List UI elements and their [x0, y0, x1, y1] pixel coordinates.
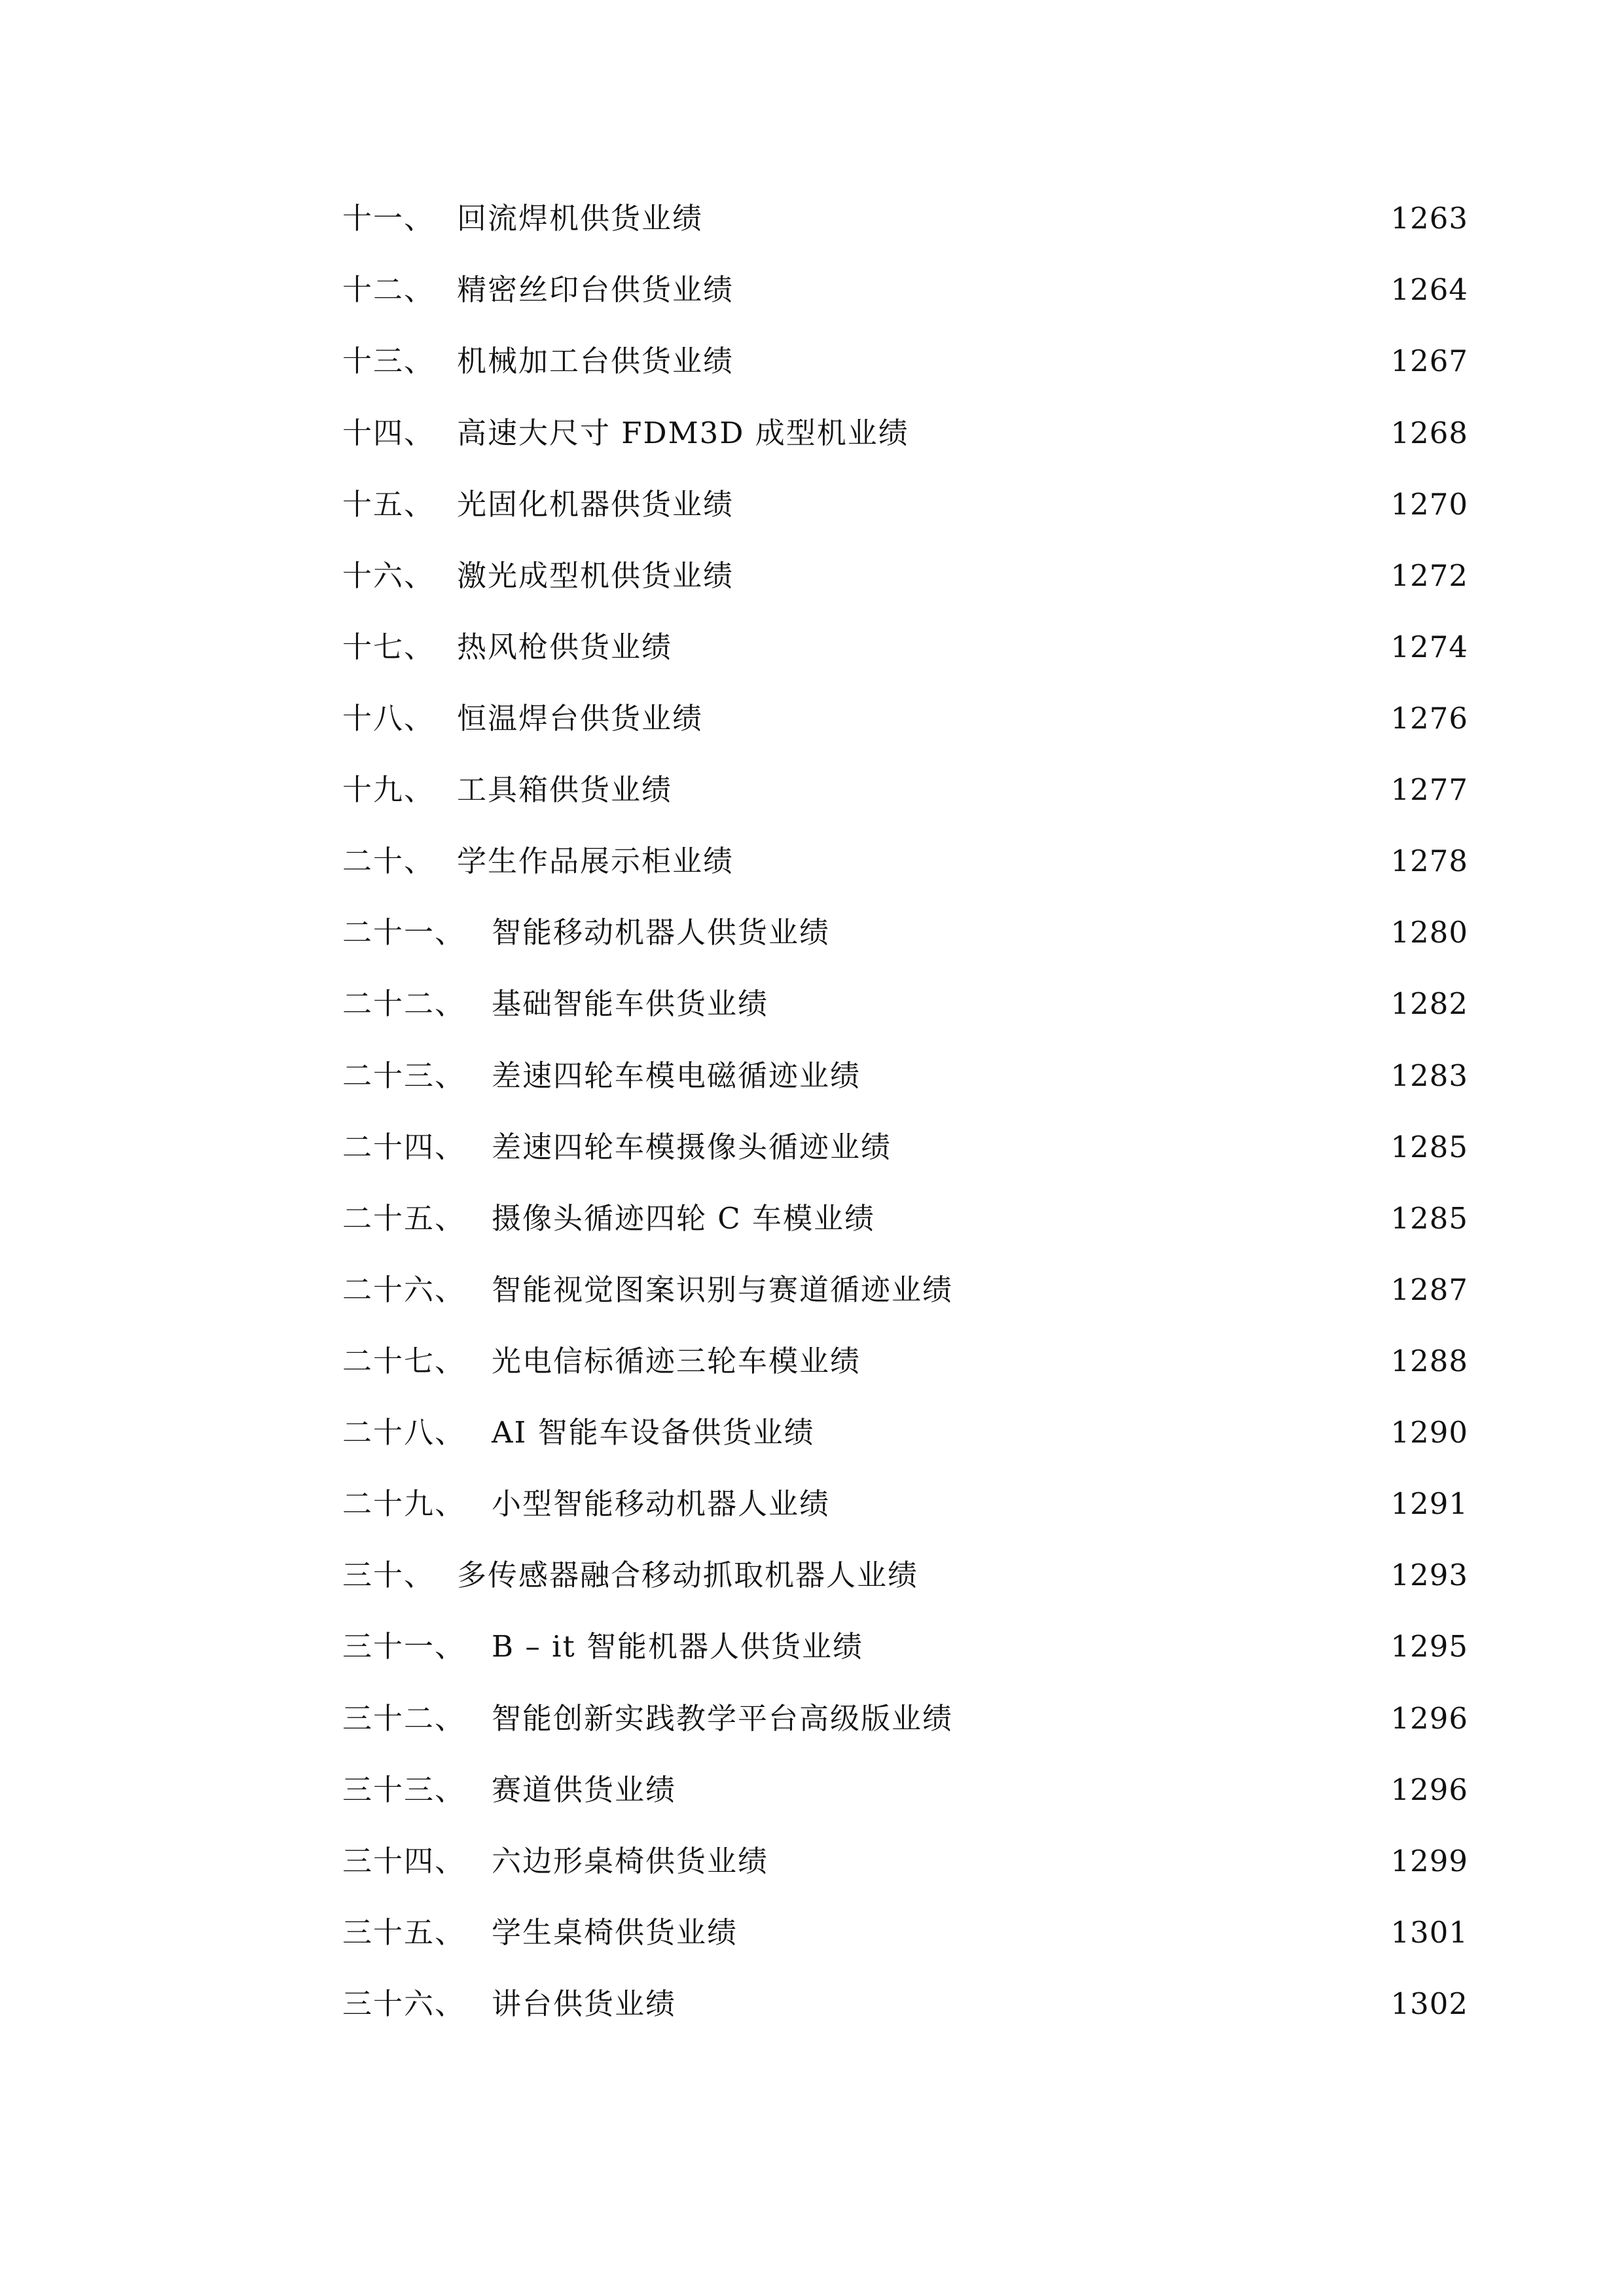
toc-entry[interactable] — [342, 1764, 1468, 1816]
toc-entry-number: 二十二、 — [342, 986, 466, 1021]
dot-leader — [708, 692, 1381, 745]
toc-entry[interactable] — [342, 1264, 1468, 1316]
toc-entry-number: 十四、 — [342, 416, 435, 450]
toc-entry-number: 十五、 — [342, 487, 435, 522]
toc-entry[interactable] — [342, 1907, 1468, 1959]
toc-entry[interactable] — [342, 264, 1468, 316]
dot-leader — [866, 1335, 1381, 1388]
toc-entry-page: 1274 — [1390, 630, 1468, 664]
toc-entry[interactable] — [342, 1693, 1468, 1745]
toc-entry[interactable] — [342, 1407, 1468, 1459]
toc-entry-page: 1276 — [1390, 701, 1468, 736]
toc-entry-page: 1264 — [1390, 272, 1468, 307]
dot-leader — [880, 1193, 1381, 1245]
toc-entry-page: 1287 — [1390, 1272, 1468, 1307]
toc-entry-title: 热风枪供货业绩 — [457, 630, 673, 664]
toc-entry-number: 十八、 — [342, 701, 435, 736]
toc-entry[interactable] — [342, 692, 1468, 745]
toc-entry[interactable] — [342, 1978, 1468, 2030]
toc-entry-page: 1295 — [1390, 1629, 1468, 1664]
toc-entry-title: 精密丝印台供货业绩 — [457, 272, 734, 307]
toc-entry-page: 1285 — [1390, 1201, 1468, 1236]
toc-entry[interactable] — [342, 1835, 1468, 1888]
toc-entry-number: 十六、 — [342, 558, 435, 593]
dot-leader — [708, 192, 1381, 245]
dot-leader — [739, 550, 1381, 602]
toc-entry-number: 十三、 — [342, 344, 435, 378]
dot-leader — [743, 1907, 1381, 1959]
dot-leader — [958, 1264, 1381, 1316]
toc-entry[interactable] — [342, 1050, 1468, 1102]
dot-leader — [835, 906, 1381, 959]
toc-entry-page: 1290 — [1390, 1415, 1468, 1450]
dot-leader — [914, 407, 1382, 459]
toc-entry[interactable] — [342, 978, 1468, 1030]
toc-entry-page: 1283 — [1390, 1058, 1468, 1093]
toc-entry-page: 1301 — [1390, 1915, 1468, 1950]
dot-leader — [739, 478, 1381, 531]
toc-entry-page: 1268 — [1390, 416, 1468, 450]
toc-entry-title: 差速四轮车模电磁循迹业绩 — [492, 1058, 861, 1093]
toc-entry-title: 基础智能车供货业绩 — [492, 986, 769, 1021]
toc-entry[interactable] — [342, 1621, 1468, 1673]
toc-entry-number: 二十四、 — [342, 1130, 466, 1164]
toc-entry[interactable] — [342, 621, 1468, 673]
toc-entry[interactable] — [342, 1335, 1468, 1388]
dot-leader — [681, 1764, 1381, 1816]
dot-leader — [739, 264, 1381, 316]
toc-entry-page: 1263 — [1390, 201, 1468, 236]
dot-leader — [739, 335, 1381, 387]
dot-leader — [739, 835, 1381, 888]
dot-leader — [924, 1549, 1381, 1602]
toc-entry-title: 工具箱供货业绩 — [457, 772, 673, 807]
toc-entry-title: 激光成型机供货业绩 — [457, 558, 734, 593]
toc-entry-page: 1270 — [1390, 487, 1468, 522]
toc-entry-page: 1272 — [1390, 558, 1468, 593]
toc-entry-title: 智能创新实践教学平台高级版业绩 — [492, 1701, 954, 1736]
toc-entry[interactable] — [342, 407, 1468, 459]
toc-entry-page: 1288 — [1390, 1344, 1468, 1378]
dot-leader — [869, 1621, 1382, 1673]
toc-entry-number: 三十六、 — [342, 1986, 466, 2021]
toc-entry-title: 光电信标循迹三轮车模业绩 — [492, 1344, 861, 1378]
toc-entry-page: 1296 — [1390, 1772, 1468, 1807]
toc-entry[interactable] — [342, 1478, 1468, 1530]
toc-entry-number: 二十五、 — [342, 1201, 466, 1236]
toc-entry-title: AI 智能车设备供货业绩 — [492, 1415, 815, 1450]
toc-entry-number: 二十七、 — [342, 1344, 466, 1378]
toc-entry-number: 三十一、 — [342, 1629, 466, 1664]
toc-entry-title: 光固化机器供货业绩 — [457, 487, 734, 522]
toc-entry-number: 三十二、 — [342, 1701, 466, 1736]
toc-entry-number: 二十六、 — [342, 1272, 466, 1307]
toc-entry-title: 讲台供货业绩 — [492, 1986, 677, 2021]
toc-entry-page: 1277 — [1390, 772, 1468, 807]
toc-entry-page: 1299 — [1390, 1844, 1468, 1878]
dot-leader — [774, 1835, 1381, 1888]
toc-entry-title: 小型智能移动机器人业绩 — [492, 1486, 831, 1521]
toc-entry[interactable] — [342, 335, 1468, 387]
toc-entry-number: 二十九、 — [342, 1486, 466, 1521]
toc-entry[interactable] — [342, 1549, 1468, 1602]
toc-entry-number: 二十三、 — [342, 1058, 466, 1093]
toc-entry-number: 三十、 — [342, 1558, 435, 1592]
toc-entry-number: 十九、 — [342, 772, 435, 807]
dot-leader — [835, 1478, 1381, 1530]
toc-entry-number: 二十一、 — [342, 915, 466, 950]
toc-entry-page: 1296 — [1390, 1701, 1468, 1736]
toc-entry-title: 多传感器融合移动抓取机器人业绩 — [457, 1558, 919, 1592]
toc-entry-number: 三十三、 — [342, 1772, 466, 1807]
toc-entry-number: 十二、 — [342, 272, 435, 307]
toc-entry-number: 二十八、 — [342, 1415, 466, 1450]
dot-leader — [866, 1050, 1381, 1102]
toc-entry-title: 高速大尺寸 FDM3D 成型机业绩 — [457, 416, 909, 450]
dot-leader — [677, 764, 1381, 816]
toc-entry-page: 1285 — [1390, 1130, 1468, 1164]
toc-entry-title: 智能移动机器人供货业绩 — [492, 915, 831, 950]
dot-leader — [677, 621, 1381, 673]
toc-entry-title: B – it 智能机器人供货业绩 — [492, 1629, 863, 1664]
toc-entry-title: 智能视觉图案识别与赛道循迹业绩 — [492, 1272, 954, 1307]
toc-entry-title: 六边形桌椅供货业绩 — [492, 1844, 769, 1878]
toc-entry-number: 十七、 — [342, 630, 435, 664]
toc-entry-page: 1280 — [1390, 915, 1468, 950]
toc-entry-title: 恒温焊台供货业绩 — [457, 701, 704, 736]
toc-entry-number: 十一、 — [342, 201, 435, 236]
toc-entry-number: 二十、 — [342, 844, 435, 878]
toc-entry-number: 三十四、 — [342, 1844, 466, 1878]
toc-entry-title: 赛道供货业绩 — [492, 1772, 677, 1807]
toc-entry-title: 摄像头循迹四轮 C 车模业绩 — [492, 1201, 876, 1236]
toc-entry-title: 学生作品展示柜业绩 — [457, 844, 734, 878]
toc-entry-page: 1267 — [1390, 344, 1468, 378]
toc-entry[interactable] — [342, 764, 1468, 816]
dot-leader — [774, 978, 1381, 1030]
dot-leader — [897, 1121, 1381, 1174]
toc-entry[interactable] — [342, 192, 1468, 245]
toc-entry-page: 1282 — [1390, 986, 1468, 1021]
toc-entry-number: 三十五、 — [342, 1915, 466, 1950]
toc-entry[interactable] — [342, 835, 1468, 888]
toc-entry[interactable] — [342, 906, 1468, 959]
toc-entry-page: 1278 — [1390, 844, 1468, 878]
dot-leader — [958, 1693, 1381, 1745]
toc-entry[interactable] — [342, 478, 1468, 531]
toc-entry-title: 学生桌椅供货业绩 — [492, 1915, 738, 1950]
toc-entry-page: 1291 — [1390, 1486, 1468, 1521]
dot-leader — [820, 1407, 1382, 1459]
toc-entry-page: 1293 — [1390, 1558, 1468, 1592]
toc-entry[interactable] — [342, 1121, 1468, 1174]
toc-entry-title: 差速四轮车模摄像头循迹业绩 — [492, 1130, 892, 1164]
toc-entry-page: 1302 — [1390, 1986, 1468, 2021]
toc-entry-title: 机械加工台供货业绩 — [457, 344, 734, 378]
dot-leader — [681, 1978, 1381, 2030]
toc-entry-title: 回流焊机供货业绩 — [457, 201, 704, 236]
toc-entry[interactable] — [342, 550, 1468, 602]
toc-entry[interactable] — [342, 1193, 1468, 1245]
